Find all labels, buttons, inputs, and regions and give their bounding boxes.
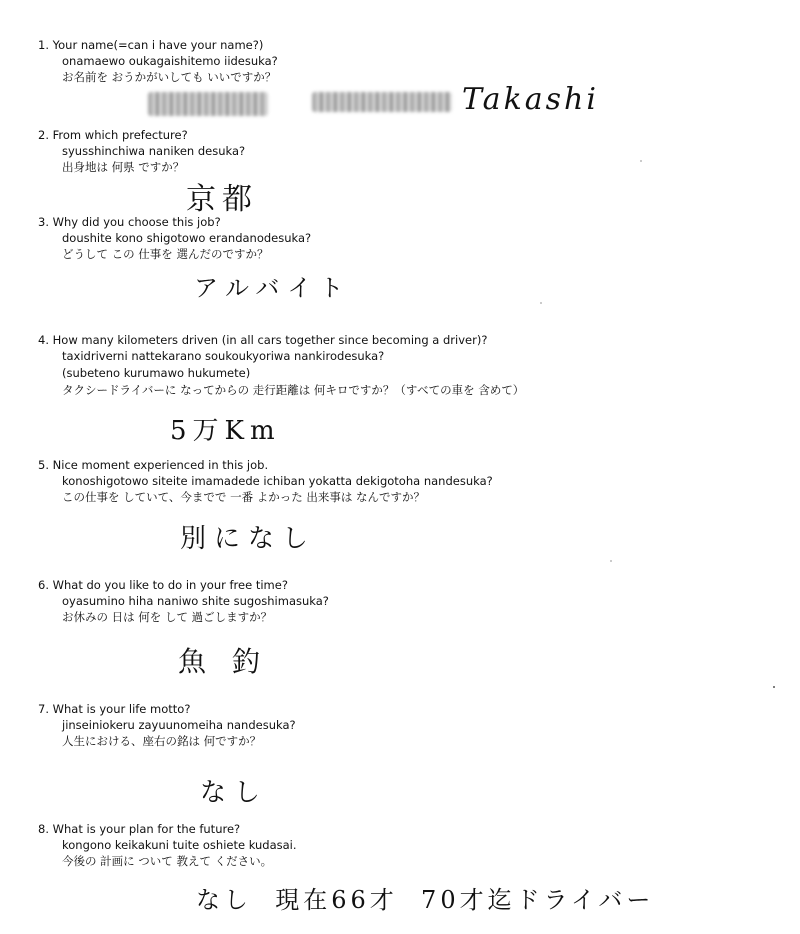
scan-speck — [610, 560, 612, 562]
question-5-japanese: この仕事を していて、今までで 一番 よかった 出来事は なんですか？ — [62, 490, 426, 504]
question-5-romaji: konoshigotowo siteite imamadede ichiban yokatta dekigotoha nandesuka? — [62, 474, 493, 488]
question-4-japanese: タクシードライバーに なってからの 走行距離は 何キロですか？（すべての車を 含めて） — [62, 383, 525, 397]
redacted-name-kanji — [148, 92, 268, 116]
question-6-japanese: お休みの 日は 何を して 過ごしますか？ — [62, 610, 273, 624]
question-1-text: 1. Your name(=can i have your name?) — [38, 38, 264, 52]
question-5-text: 5. Nice moment experienced in this job. — [38, 458, 269, 472]
answer-3: アルバイト — [194, 274, 352, 302]
question-4-romaji-2: (subeteno kurumawo hukumete) — [62, 366, 251, 380]
answer-8: なし 現在66才 70才迄ドライバー — [196, 886, 655, 914]
question-4-romaji: taxidriverni nattekarano soukoukyoriwa nankirodesuka? — [62, 349, 385, 363]
question-8-text: 8. What is your plan for the future? — [38, 822, 241, 836]
answer-1: Takashi — [462, 82, 599, 117]
question-3-japanese: どうして この 仕事を 選んだのですか？ — [62, 247, 269, 261]
question-7-romaji: jinseiniokeru zayuunomeiha nandesuka? — [62, 718, 296, 732]
answer-7: なし — [200, 778, 269, 808]
question-2-romaji: syusshinchiwa naniken desuka? — [62, 144, 246, 158]
question-7-text: 7. What is your life motto? — [38, 702, 191, 716]
question-6-romaji: oyasumino hiha naniwo shite sugoshimasuka? — [62, 594, 329, 608]
question-8-japanese: 今後の 計画に ついて 教えて ください。 — [62, 854, 273, 868]
question-6-text: 6. What do you like to do in your free time? — [38, 578, 288, 592]
answer-6: 魚釣 — [178, 645, 287, 678]
question-3-romaji: doushite kono shigotowo erandanodesuka? — [62, 231, 312, 245]
question-2-japanese: 出身地は 何県 ですか？ — [62, 160, 185, 174]
question-7-japanese: 人生における、座右の銘は 何ですか？ — [62, 734, 262, 748]
answer-5: 別になし — [180, 524, 317, 554]
question-1-japanese: お名前を おうかがいしても いいですか？ — [62, 70, 277, 84]
question-3-text: 3. Why did you choose this job? — [38, 215, 221, 229]
scan-speck — [540, 302, 542, 304]
answer-4: 5万Km — [170, 416, 281, 446]
question-1-romaji: onamaewo oukagaishitemo iidesuka? — [62, 54, 278, 68]
question-8-romaji: kongono keikakuni tuite oshiete kudasai. — [62, 838, 297, 852]
scan-speck — [773, 686, 775, 688]
question-4-text: 4. How many kilometers driven (in all cars together since becoming a driver)? — [38, 333, 488, 347]
scan-speck — [640, 160, 642, 162]
question-2-text: 2. From which prefecture? — [38, 128, 188, 142]
redacted-name-romaji — [312, 92, 452, 112]
answer-2: 京都 — [186, 182, 258, 217]
